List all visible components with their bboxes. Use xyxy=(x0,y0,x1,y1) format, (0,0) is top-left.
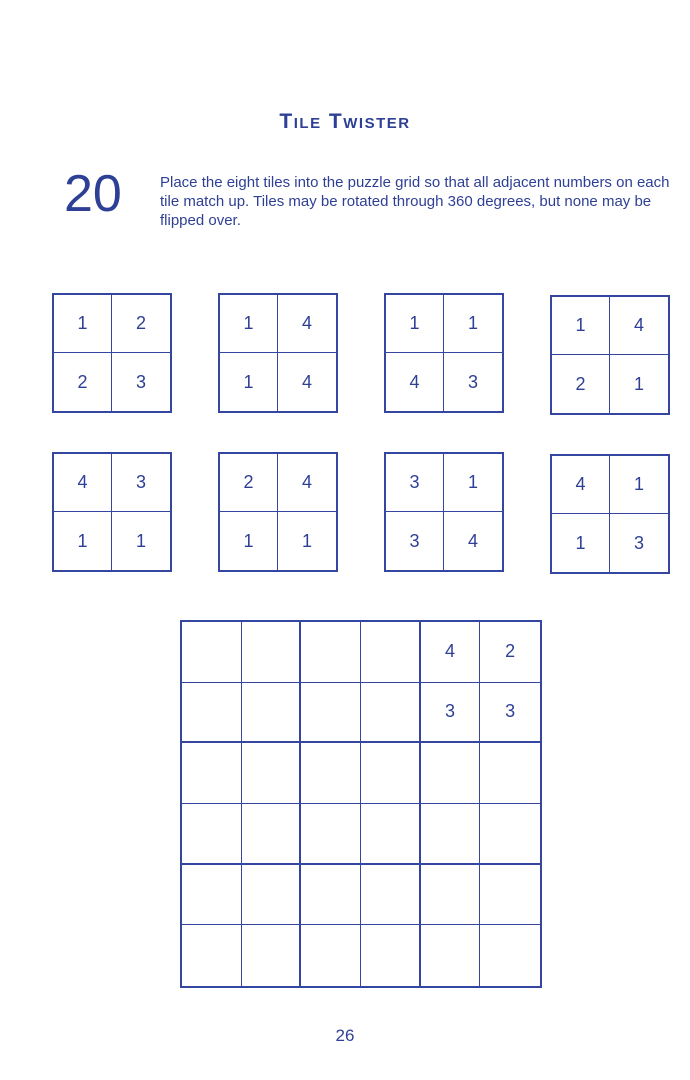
tile-4[interactable] xyxy=(550,295,670,415)
grid-cell[interactable] xyxy=(301,865,361,926)
puzzle-number: 20 xyxy=(64,165,122,223)
page-number: 26 xyxy=(335,1026,355,1045)
tile-cell: 3 xyxy=(467,371,478,392)
tile-cell: 3 xyxy=(135,371,146,392)
tile-cell: 1 xyxy=(135,530,146,551)
tile-cell: 4 xyxy=(301,371,312,392)
instructions-text: Place the eight tiles into the puzzle grid so that all adjacent numbers on each tile match up. Tiles may be rotated through 360 degrees, but none may be flipped over. xyxy=(160,174,670,229)
puzzle-grid xyxy=(180,620,542,988)
tile-cell: 1 xyxy=(444,454,502,512)
grid-cell[interactable] xyxy=(421,865,481,926)
tile-3[interactable] xyxy=(384,293,504,413)
grid-cell[interactable] xyxy=(242,925,302,986)
tile-cell: 2 xyxy=(112,295,170,353)
grid-cell[interactable] xyxy=(361,622,421,683)
grid-cell[interactable] xyxy=(182,622,242,683)
tile-cell: 4 xyxy=(278,295,336,353)
grid-cell[interactable] xyxy=(480,743,540,804)
tile-cell: 1 xyxy=(220,512,278,570)
tile-2[interactable] xyxy=(218,293,338,413)
grid-cell[interactable] xyxy=(421,925,481,986)
grid-cell[interactable] xyxy=(361,865,421,926)
grid-cell[interactable] xyxy=(301,743,361,804)
tile-cell: 1 xyxy=(220,295,278,353)
tile-cell: 3 xyxy=(633,532,644,553)
tile-cell: 4 xyxy=(54,454,112,512)
tile-cell: 3 xyxy=(386,512,444,570)
grid-cell[interactable] xyxy=(182,683,242,744)
tile-cell: 4 xyxy=(467,530,478,551)
grid-cell[interactable]: 3 xyxy=(421,683,481,744)
grid-cell[interactable] xyxy=(301,622,361,683)
tile-cell: 1 xyxy=(610,456,668,514)
grid-cell[interactable]: 2 xyxy=(480,622,540,683)
grid-cell[interactable] xyxy=(421,804,481,865)
tile-cell: 1 xyxy=(54,512,112,570)
grid-cell[interactable] xyxy=(301,804,361,865)
grid-cell[interactable] xyxy=(182,743,242,804)
tile-cell: 4 xyxy=(386,353,444,411)
tile-cell: 4 xyxy=(278,454,336,512)
puzzle-title: Tile Twister xyxy=(279,110,411,133)
tile-5[interactable] xyxy=(52,452,172,572)
tile-cell: 4 xyxy=(610,297,668,355)
grid-cell[interactable] xyxy=(361,743,421,804)
tile-1[interactable] xyxy=(52,293,172,413)
grid-cell[interactable]: 4 xyxy=(421,622,481,683)
grid-cell[interactable] xyxy=(301,925,361,986)
tile-cell: 3 xyxy=(112,454,170,512)
tile-cell: 1 xyxy=(386,295,444,353)
grid-cell[interactable] xyxy=(361,804,421,865)
grid-cell[interactable] xyxy=(361,683,421,744)
grid-cell[interactable] xyxy=(182,804,242,865)
grid-cell[interactable] xyxy=(361,925,421,986)
grid-cell[interactable] xyxy=(242,622,302,683)
grid-cell[interactable] xyxy=(421,743,481,804)
tile-cell: 1 xyxy=(54,295,112,353)
tile-7[interactable] xyxy=(384,452,504,572)
grid-cell[interactable]: 3 xyxy=(480,683,540,744)
grid-cell[interactable] xyxy=(242,804,302,865)
tile-cell: 2 xyxy=(220,454,278,512)
tile-8[interactable] xyxy=(550,454,670,574)
grid-cell[interactable] xyxy=(242,743,302,804)
grid-cell[interactable] xyxy=(480,804,540,865)
tile-cell: 4 xyxy=(552,456,610,514)
tile-cell: 1 xyxy=(301,530,312,551)
tile-cell: 3 xyxy=(386,454,444,512)
tile-cell: 1 xyxy=(552,297,610,355)
grid-cell[interactable] xyxy=(182,865,242,926)
tile-cell: 2 xyxy=(54,353,112,411)
tile-6[interactable] xyxy=(218,452,338,572)
grid-cell[interactable] xyxy=(480,865,540,926)
grid-cell[interactable] xyxy=(182,925,242,986)
tile-cell: 1 xyxy=(552,514,610,572)
grid-cell[interactable] xyxy=(242,683,302,744)
grid-cell[interactable] xyxy=(242,865,302,926)
grid-cell[interactable] xyxy=(301,683,361,744)
grid-cell[interactable] xyxy=(480,925,540,986)
tile-cell: 1 xyxy=(220,353,278,411)
tile-cell: 1 xyxy=(633,373,644,394)
tile-cell: 2 xyxy=(552,355,610,413)
tile-cell: 1 xyxy=(444,295,502,353)
